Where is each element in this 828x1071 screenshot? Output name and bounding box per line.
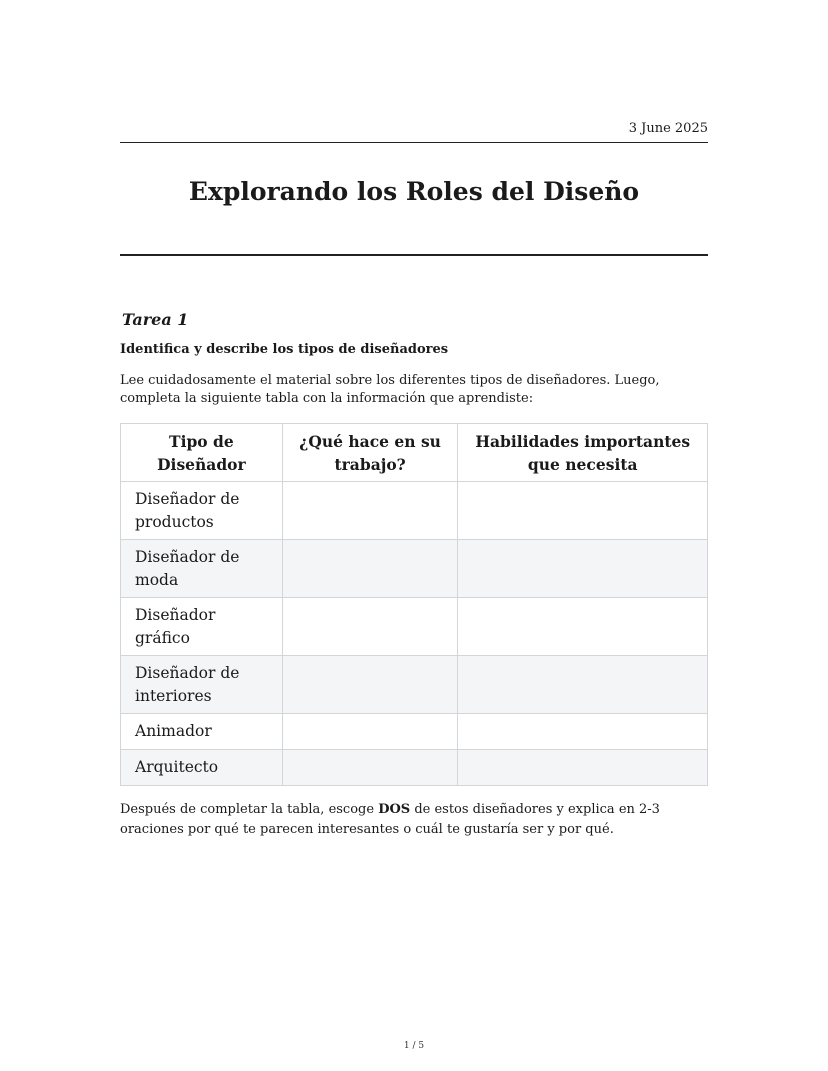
- designer-types-table: [120, 423, 708, 786]
- designer-type-cell: Diseñador de moda: [121, 540, 283, 598]
- what-they-do-cell[interactable]: [282, 714, 458, 750]
- what-they-do-cell[interactable]: [282, 598, 458, 656]
- task-instructions: Lee cuidadosamente el material sobre los diferentes tipos de diseñadores. Luego, completa la siguiente tabla con la información que aprendiste:: [120, 373, 660, 406]
- task-heading: Tarea 1: [122, 310, 189, 329]
- skills-cell[interactable]: [458, 482, 708, 540]
- table-row: [121, 540, 708, 598]
- what-they-do-cell[interactable]: [282, 540, 458, 598]
- skills-cell[interactable]: [458, 656, 708, 714]
- skills-cell[interactable]: [458, 598, 708, 656]
- table-row: [121, 750, 708, 786]
- follow-up-instructions: [120, 800, 710, 840]
- header-divider: [120, 142, 708, 143]
- designer-type-cell: Diseñador de interiores: [121, 656, 283, 714]
- column-header-type: Tipo de Diseñador: [121, 424, 283, 482]
- table-header-row: [121, 424, 708, 482]
- column-header-what: ¿Qué hace en su trabajo?: [282, 424, 458, 482]
- designer-type-cell: Animador: [121, 714, 283, 750]
- designer-type-cell: Arquitecto: [121, 750, 283, 786]
- table-row: [121, 656, 708, 714]
- title-divider: [120, 254, 708, 256]
- follow-up-emphasis: DOS: [378, 802, 411, 817]
- what-they-do-cell[interactable]: [282, 656, 458, 714]
- page-title: Explorando los Roles del Diseño: [188, 177, 640, 206]
- skills-cell[interactable]: [458, 714, 708, 750]
- table-row: [121, 598, 708, 656]
- column-header-skills: Habilidades importantes que necesita: [458, 424, 708, 482]
- designer-type-cell: Diseñador de productos: [121, 482, 283, 540]
- page-indicator: 1 / 5: [403, 1041, 425, 1051]
- skills-cell[interactable]: [458, 750, 708, 786]
- what-they-do-cell[interactable]: [282, 750, 458, 786]
- designer-type-cell: Diseñador gráfico: [121, 598, 283, 656]
- skills-cell[interactable]: [458, 540, 708, 598]
- what-they-do-cell[interactable]: [282, 482, 458, 540]
- table-row: [121, 714, 708, 750]
- document-date: 3 June 2025: [628, 121, 708, 136]
- task-subheading: Identifica y describe los tipos de diseñadores: [120, 342, 449, 357]
- follow-up-text-start: Después de completar la tabla, escoge: [120, 802, 379, 817]
- table-row: [121, 482, 708, 540]
- follow-up-text-end: de estos diseñadores y explica en 2-3 oraciones por qué te parecen interesantes o cuál te gustaría ser y por qué.: [120, 802, 660, 837]
